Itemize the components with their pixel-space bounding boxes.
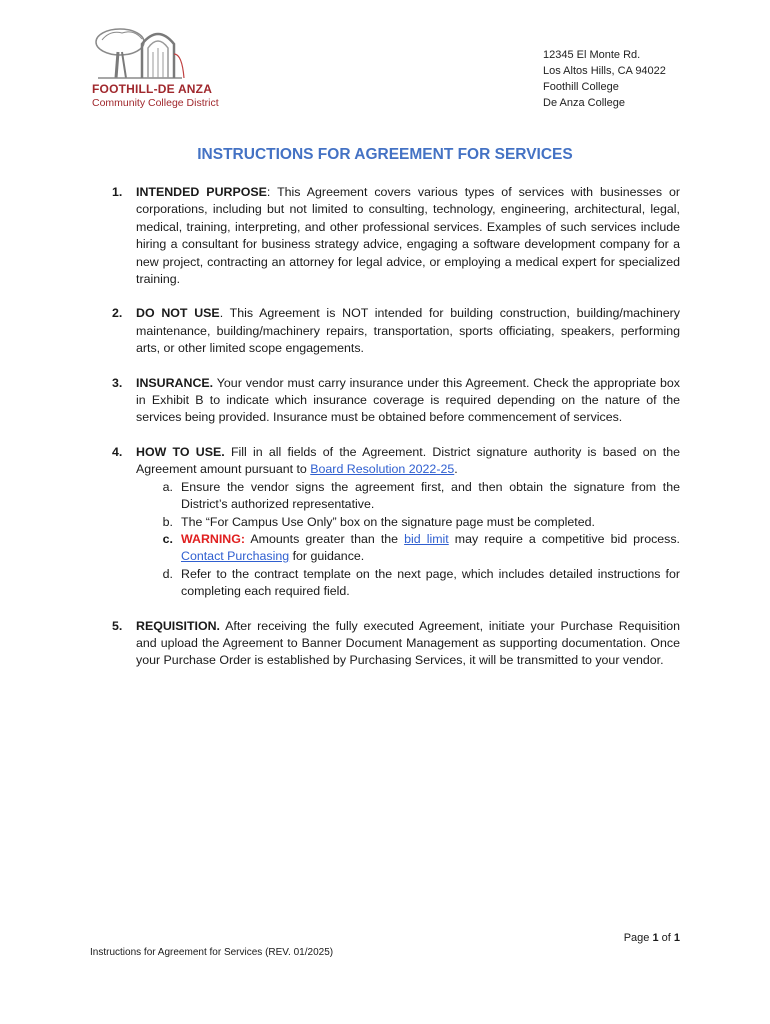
address-block — [543, 47, 666, 111]
sub-letter: c. — [162, 531, 173, 546]
contact-purchasing-link[interactable]: Contact Purchasing — [181, 549, 290, 564]
sub-item — [136, 566, 680, 601]
page-number — [624, 932, 680, 944]
item-text: After receiving the fully executed Agreement, initiate your Purchase Requisition and upload the Agreement to Banner Document Management as supporting documentation. Once your Purchase Order is established by Purchasing Services, it will be transmitted to your vendor. — [136, 618, 680, 668]
list-item — [112, 375, 680, 427]
item-heading: INSURANCE. — [136, 375, 214, 390]
item-text: Fill in all fields of the Agreement. District signature authority is based on the Agreement amount pursuant to — [136, 444, 680, 477]
item-text: Your vendor must carry insurance under this Agreement. Check the appropriate box in Exhibit B to indicate which insurance coverage is required depending on the nature of the services being provided. Insurance must be obtained before commencement of services. — [136, 375, 680, 425]
sub-text: Ensure the vendor signs the agreement first, and then obtain the signature from the District’s authorized representative. — [181, 479, 680, 512]
sub-item — [136, 479, 680, 514]
sub-text: Refer to the contract template on the next page, which includes detailed instructions for completing each required field. — [181, 566, 680, 599]
item-text-end: . — [454, 462, 458, 477]
address-city: Los Altos Hills, CA 94022 — [543, 65, 666, 77]
item-text: . This Agreement is NOT intended for building construction, building/machinery maintenance, building/machinery repairs, transportation, sports officiating, speakers, performing arts, or other limited scope engagements. — [136, 306, 680, 356]
list-item — [112, 444, 680, 601]
item-heading: REQUISITION. — [136, 618, 220, 633]
item-number: 1. — [112, 185, 123, 199]
sub-item — [136, 514, 680, 531]
bid-limit-link[interactable]: bid limit — [404, 531, 449, 546]
page-title: INSTRUCTIONS FOR AGREEMENT FOR SERVICES — [197, 146, 573, 163]
page-of: of — [658, 932, 674, 944]
item-number: 3. — [112, 375, 123, 390]
instruction-list — [112, 184, 680, 687]
sub-letter: a. — [162, 479, 173, 494]
sub-text: for guidance. — [289, 549, 365, 564]
page-total: 1 — [673, 932, 680, 944]
logo-subtitle: Community College District — [92, 97, 219, 109]
sub-text: The “For Campus Use Only” box on the signature page must be completed. — [181, 514, 595, 529]
list-item — [112, 305, 680, 357]
sub-letter: b. — [162, 514, 173, 529]
item-text: : This Agreement covers various types of services with businesses or corporations, including but not limited to consulting, technology, engineering, architectural, legal, medical, training, interpreting, and other professional services. Examples of such services include hiring a consultant for business strategy advice, engaging a software development company for a new project, contracting an attorney for legal advice, or employing a medical expert for specialized training. — [136, 185, 680, 287]
item-number: 2. — [112, 306, 123, 321]
address-street: 12345 El Monte Rd. — [543, 49, 641, 61]
item-heading: DO NOT USE — [136, 306, 220, 321]
sub-text: Amounts greater than the — [245, 531, 405, 546]
footer-text: Instructions for Agreement for Services (REV. 01/2025) — [90, 947, 334, 958]
list-item — [112, 184, 680, 288]
warning-label: WARNING: — [181, 531, 246, 546]
district-logo — [88, 24, 218, 114]
tree-arch-logo-icon — [92, 24, 187, 82]
sub-item — [136, 531, 680, 566]
sub-letter: d. — [162, 566, 173, 581]
address-college-1: Foothill College — [543, 81, 619, 93]
item-number: 5. — [112, 618, 123, 633]
item-number: 4. — [112, 444, 123, 459]
item-heading: INTENDED PURPOSE — [136, 185, 267, 199]
logo-name: FOOTHILL-DE ANZA — [92, 82, 213, 96]
page-label: Page — [623, 932, 653, 944]
address-college-2: De Anza College — [543, 97, 625, 109]
list-item — [112, 618, 680, 670]
board-resolution-link[interactable]: Board Resolution 2022-25 — [310, 462, 455, 477]
sub-text: may require a competitive bid process. — [448, 531, 680, 546]
page-current: 1 — [652, 932, 659, 944]
item-heading: HOW TO USE. — [136, 444, 225, 459]
